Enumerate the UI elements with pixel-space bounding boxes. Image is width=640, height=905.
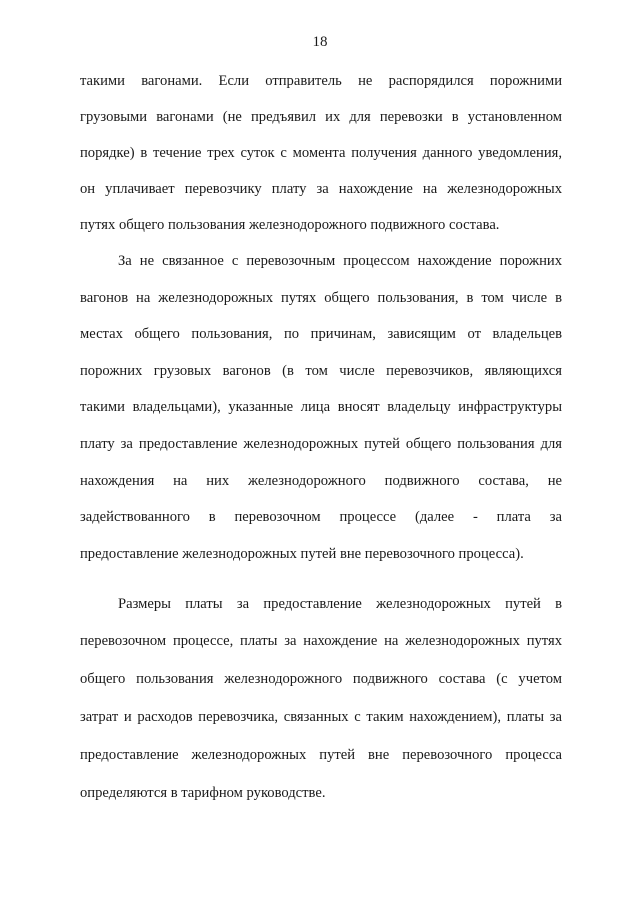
- text-line: такими вагонами. Если отправитель не распорядился порожними: [80, 73, 562, 89]
- text-line: определяются в тарифном руководстве.: [80, 785, 326, 801]
- text-line: плату за предоставление железнодорожных путей общего пользования для: [80, 436, 562, 452]
- text-line: перевозочном процессе, платы за нахождение на железнодорожных путях: [80, 633, 562, 649]
- text-line: общего пользования железнодорожного подвижного состава (с учетом: [80, 671, 562, 687]
- text-line: порожних грузовых вагонов (в том числе перевозчиков, являющихся: [80, 363, 562, 379]
- text-line: Размеры платы за предоставление железнодорожных путей в: [118, 596, 562, 612]
- text-line: предоставление железнодорожных путей вне перевозочного процесса: [80, 747, 562, 763]
- text-line: он уплачивает перевозчику плату за нахождение на железнодорожных: [80, 181, 562, 197]
- text-line: порядке) в течение трех суток с момента получения данного уведомления,: [80, 145, 562, 161]
- text-line: грузовыми вагонами (не предъявил их для перевозки в установленном: [80, 109, 562, 125]
- text-line: путях общего пользования железнодорожного подвижного состава.: [80, 217, 500, 233]
- text-line: задействованного в перевозочном процессе (далее - плата за: [80, 509, 562, 525]
- text-line: затрат и расходов перевозчика, связанных с таким нахождением), платы за: [80, 709, 562, 725]
- text-line: За не связанное с перевозочным процессом нахождение порожних: [118, 253, 562, 269]
- text-line: такими владельцами), указанные лица вносят владельцу инфраструктуры: [80, 399, 562, 415]
- text-line: предоставление железнодорожных путей вне перевозочного процесса).: [80, 546, 524, 562]
- text-line: вагонов на железнодорожных путях общего пользования, в том числе в: [80, 290, 562, 306]
- text-line: нахождения на них железнодорожного подвижного состава, не: [80, 473, 562, 489]
- text-line: местах общего пользования, по причинам, зависящим от владельцев: [80, 326, 562, 342]
- page-number: 18: [312, 34, 328, 50]
